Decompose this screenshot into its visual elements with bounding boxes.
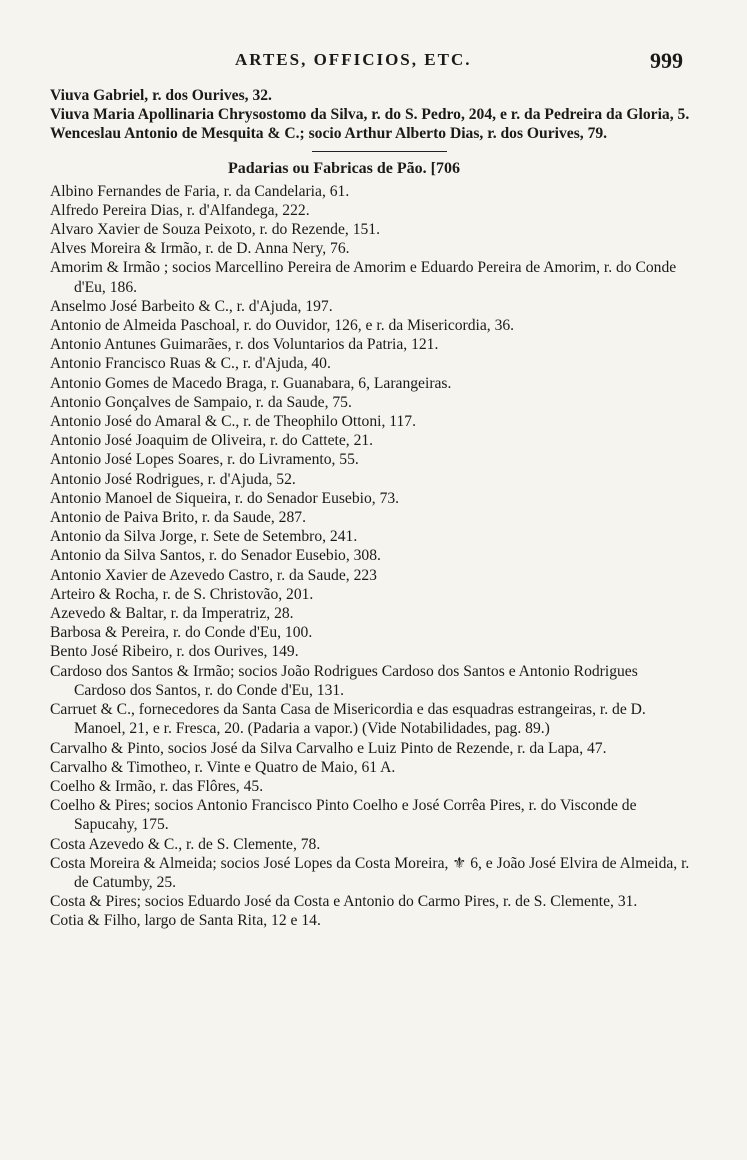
list-item: Bento José Ribeiro, r. dos Ourives, 149. <box>50 643 299 661</box>
list-item: Coelho & Irmão, r. das Flôres, 45. <box>50 777 264 795</box>
list-item: Alvaro Xavier de Souza Peixoto, r. do Rezende, 151. <box>50 221 380 239</box>
section-divider <box>312 151 447 152</box>
list-item: Antonio Xavier de Azevedo Castro, r. da Saude, 223 <box>50 566 377 584</box>
list-item: Antonio José do Amaral & C., r. de Theophilo Ottoni, 117. <box>50 413 416 431</box>
list-item: Carvalho & Pinto, socios José da Silva Carvalho e Luiz Pinto de Rezende, r. da Lapa, 47. <box>50 739 607 757</box>
list-item: Antonio José Lopes Soares, r. do Livramento, 55. <box>50 451 359 469</box>
list-item: Viuva Gabriel, r. dos Ourives, 32. <box>50 87 272 104</box>
running-title: ARTES, OFFICIOS, ETC. <box>235 50 472 69</box>
list-item: Costa Moreira & Almeida; socios José Lopes da Costa Moreira, ⚜ 6, e João José Elvira de Almeida, r. de Catumby, 25. <box>50 854 690 891</box>
list-item: Carvalho & Timotheo, r. Vinte e Quatro de Maio, 61 A. <box>50 758 396 776</box>
list-item: Barbosa & Pereira, r. do Conde d'Eu, 100. <box>50 624 313 642</box>
list-item: Carruet & C., fornecedores da Santa Casa de Misericordia e das esquadras estrangeiras, r. de D. Manoel, 21, e r. Fresca, 20. (Padaria a vapor.) (Vide Notabilidades, pag. 89.) <box>50 701 646 738</box>
list-item: Antonio de Paiva Brito, r. da Saude, 287. <box>50 509 306 527</box>
list-item: Coelho & Pires; socios Antonio Francisco Pinto Coelho e José Corrêa Pires, r. do Visconde de Sapucahy, 175. <box>50 797 637 834</box>
list-item: Costa Azevedo & C., r. de S. Clemente, 78. <box>50 835 321 853</box>
list-item: Antonio da Silva Santos, r. do Senador Eusebio, 308. <box>50 547 381 565</box>
list-item: Antonio Gomes de Macedo Braga, r. Guanabara, 6, Larangeiras. <box>50 374 452 392</box>
list-item: Alfredo Pereira Dias, r. d'Alfandega, 222. <box>50 201 310 219</box>
list-item: Albino Fernandes de Faria, r. da Candelaria, 61. <box>50 182 350 200</box>
list-item: Antonio José Joaquim de Oliveira, r. do Cattete, 21. <box>50 432 374 450</box>
list-item: Antonio de Almeida Paschoal, r. do Ouvidor, 126, e r. da Misericordia, 36. <box>50 317 515 335</box>
list-item: Cardoso dos Santos & Irmão; socios João Rodrigues Cardoso dos Santos e Antonio Rodrigues Cardoso dos Santos, r. do Conde d'Eu, 131. <box>50 662 638 699</box>
page-content <box>50 86 690 931</box>
list-item: Costa & Pires; socios Eduardo José da Costa e Antonio do Carmo Pires, r. de S. Clemente, 31. <box>50 893 638 911</box>
list-item: Antonio Antunes Guimarães, r. dos Voluntarios da Patria, 121. <box>50 336 439 354</box>
list-item: Antonio da Silva Jorge, r. Sete de Setembro, 241. <box>50 528 358 546</box>
list-item: Amorim & Irmão ; socios Marcellino Pereira de Amorim e Eduardo Pereira de Amorim, r. do Conde d'Eu, 186. <box>50 259 677 296</box>
page-header <box>0 48 747 74</box>
list-item: Viuva Maria Apollinaria Chrysostomo da Silva, r. do S. Pedro, 204, e r. da Pedreira da Gloria, 5. <box>50 106 690 124</box>
list-item: Cotia & Filho, largo de Santa Rita, 12 e 14. <box>50 912 321 930</box>
list-item: Azevedo & Baltar, r. da Imperatriz, 28. <box>50 605 294 623</box>
list-item: Antonio Francisco Ruas & C., r. d'Ajuda, 40. <box>50 355 331 373</box>
page-number: 999 <box>650 48 683 73</box>
list-item: Anselmo José Barbeito & C., r. d'Ajuda, 197. <box>50 297 333 315</box>
list-item: Antonio José Rodrigues, r. d'Ajuda, 52. <box>50 470 296 488</box>
list-item: Arteiro & Rocha, r. de S. Christovão, 201. <box>50 585 314 603</box>
list-item: Wenceslau Antonio de Mesquita & C.; socio Arthur Alberto Dias, r. dos Ourives, 79. <box>50 125 608 143</box>
section-heading: Padarias ou Fabricas de Pão. [706 <box>228 159 460 177</box>
list-item: Antonio Manoel de Siqueira, r. do Senador Eusebio, 73. <box>50 489 400 507</box>
list-item: Alves Moreira & Irmão, r. de D. Anna Nery, 76. <box>50 240 350 258</box>
list-item: Antonio Gonçalves de Sampaio, r. da Saude, 75. <box>50 393 352 411</box>
